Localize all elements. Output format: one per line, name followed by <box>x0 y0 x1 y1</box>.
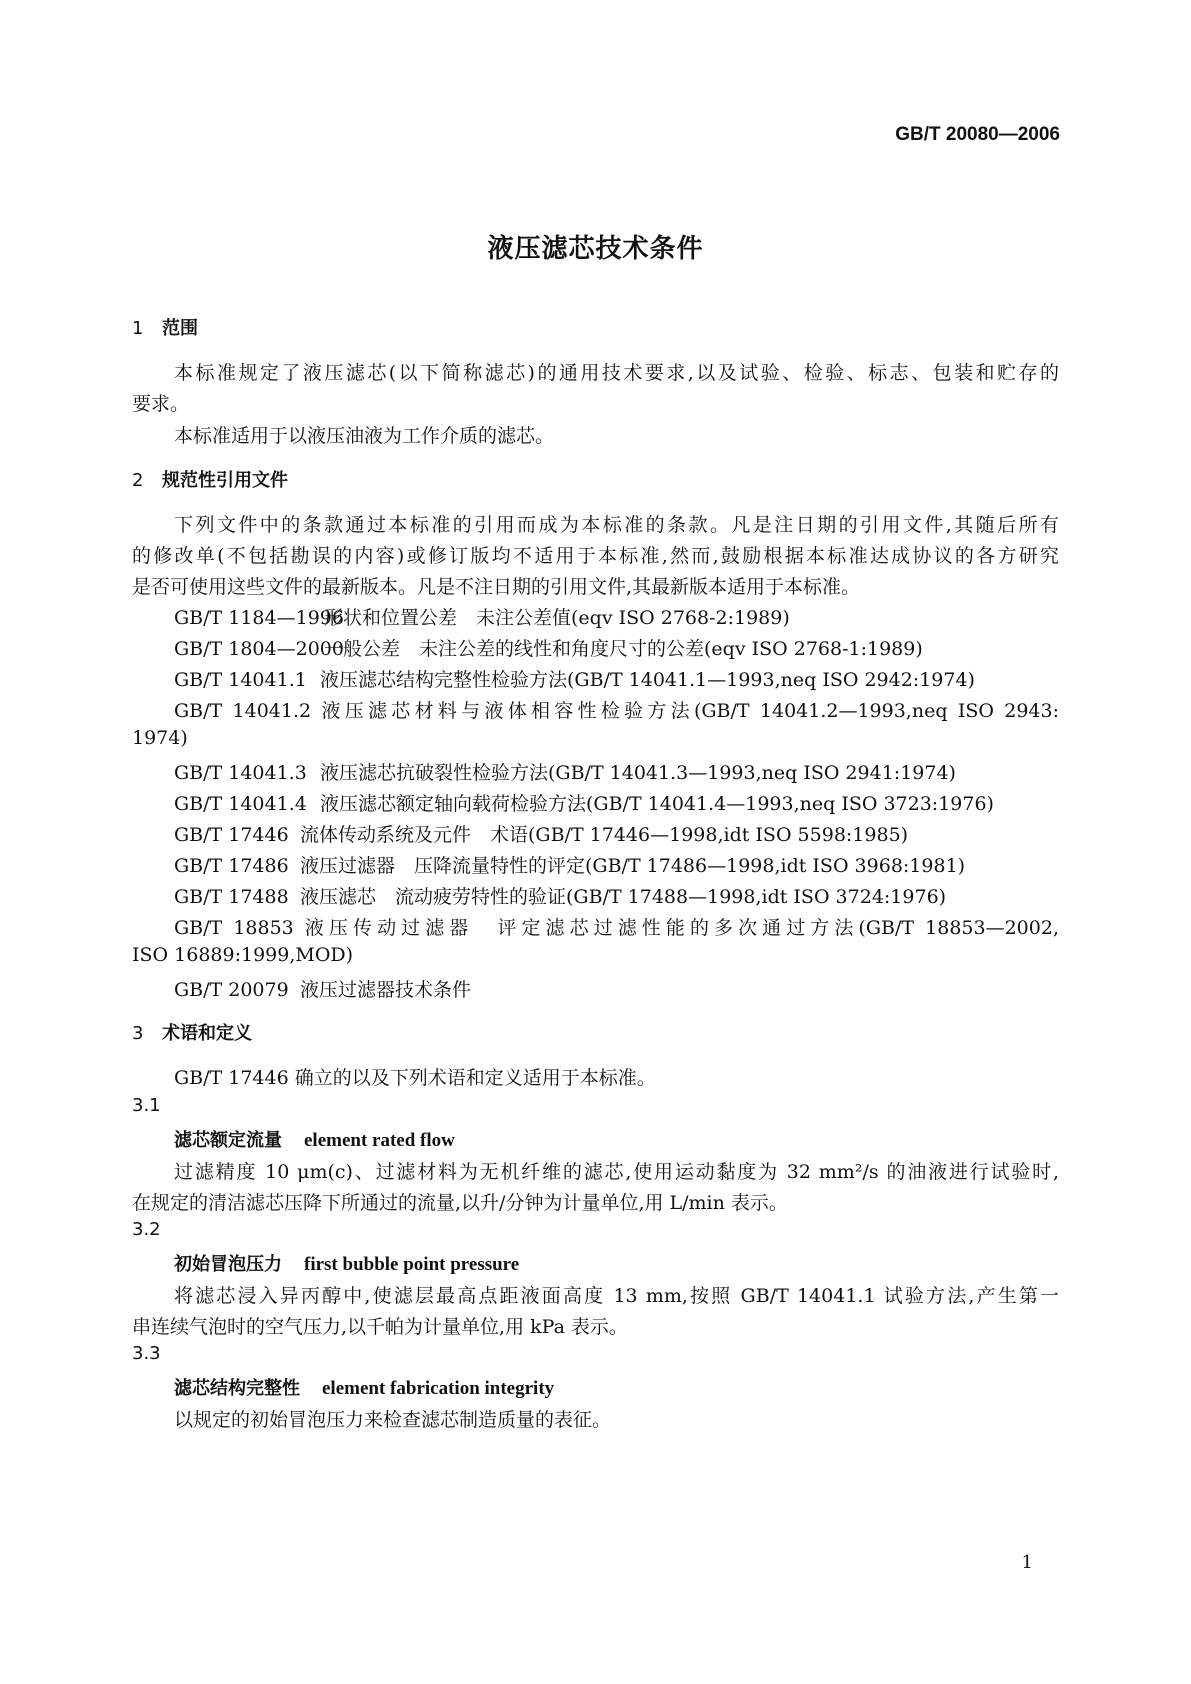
reference-item <box>174 696 1059 723</box>
reference-item <box>174 665 975 692</box>
reference-code: GB/T 17446 <box>174 824 289 846</box>
section-3-heading <box>132 1019 252 1045</box>
term-english: element fabrication integrity <box>322 1378 555 1399</box>
reference-code: GB/T 17488 <box>174 886 289 908</box>
reference-item <box>174 851 965 878</box>
term-chinese: 滤芯额定流量 <box>174 1130 282 1151</box>
reference-item <box>174 758 956 785</box>
reference-text: 流体传动系统及元件 术语(GB/T 17446—1998,idt ISO 5598:1985) <box>300 824 909 846</box>
paragraph-line: 的修改单(不包括勘误的内容)或修订版均不适用于本标准,然而,鼓励根据本标准达成协议的各方研究 <box>132 545 1059 567</box>
paragraph-line: 本标准规定了液压滤芯(以下简称滤芯)的通用技术要求,以及试验、检验、标志、包装和贮存的 <box>174 362 1059 384</box>
reference-item <box>174 820 908 847</box>
reference-continuation: 1974) <box>132 727 188 749</box>
clause-number: 3.3 <box>132 1343 161 1364</box>
section-1-heading <box>132 314 198 340</box>
section-title: 范围 <box>162 318 198 339</box>
reference-code: GB/T 20079 <box>174 979 289 1001</box>
reference-code: GB/T 18853 <box>174 917 294 939</box>
reference-text: 液压滤芯结构完整性检验方法(GB/T 14041.1—1993,neq ISO 2942:1974) <box>320 669 975 691</box>
reference-text: 液压滤芯材料与液体相容性检验方法(GB/T 14041.2—1993,neq ISO 2943: <box>321 700 1059 722</box>
term-heading <box>174 1126 455 1152</box>
reference-item <box>174 975 471 1002</box>
section-title: 术语和定义 <box>162 1023 252 1044</box>
reference-text: 液压滤芯 流动疲劳特性的验证(GB/T 17488—1998,idt ISO 3724:1976) <box>300 886 947 908</box>
reference-text: 形状和位置公差 未注公差值(eqv ISO 2768-2:1989) <box>324 607 790 629</box>
clause-number: 3.1 <box>132 1095 161 1116</box>
clause-number: 3.2 <box>132 1219 161 1240</box>
section-number: 1 <box>132 318 144 339</box>
reference-code: GB/T 17486 <box>174 855 289 877</box>
reference-code: GB/T 1804—2000 <box>174 638 344 660</box>
reference-code: GB/T 1184—1996 <box>174 607 344 629</box>
section-number: 2 <box>132 470 144 491</box>
term-heading <box>174 1374 554 1400</box>
reference-item <box>174 882 946 909</box>
term-chinese: 初始冒泡压力 <box>174 1254 282 1275</box>
reference-text: 液压滤芯额定轴向载荷检验方法(GB/T 14041.4—1993,neq ISO 3723:1976) <box>320 793 994 815</box>
paragraph-line: 下列文件中的条款通过本标准的引用而成为本标准的条款。凡是注日期的引用文件,其随后所有 <box>174 514 1059 536</box>
reference-code: GB/T 14041.3 <box>174 762 307 784</box>
reference-item <box>174 634 923 661</box>
term-chinese: 滤芯结构完整性 <box>174 1378 300 1399</box>
reference-code: GB/T 14041.2 <box>174 700 312 722</box>
reference-continuation: ISO 16889:1999,MOD) <box>132 944 354 966</box>
definition-line: 以规定的初始冒泡压力来检查滤芯制造质量的表征。 <box>174 1409 612 1431</box>
page-number: 1 <box>1021 1552 1033 1573</box>
reference-text: 一般公差 未注公差的线性和角度尺寸的公差(eqv ISO 2768-1:1989) <box>324 638 923 660</box>
reference-item <box>174 789 994 816</box>
term-heading <box>174 1250 519 1276</box>
section-title: 规范性引用文件 <box>162 470 288 491</box>
reference-code: GB/T 14041.4 <box>174 793 307 815</box>
reference-item <box>174 913 1059 940</box>
document-title: 液压滤芯技术条件 <box>487 234 704 264</box>
standard-number: GB/T 20080—2006 <box>895 124 1060 145</box>
definition-line: 串连续气泡时的空气压力,以千帕为计量单位,用 kPa 表示。 <box>132 1316 628 1338</box>
reference-code: GB/T 14041.1 <box>174 669 307 691</box>
term-english: element rated flow <box>304 1130 455 1151</box>
definition-line: 将滤芯浸入异丙醇中,使滤层最高点距液面高度 13 mm,按照 GB/T 14041.1 试验方法,产生第一 <box>174 1285 1059 1307</box>
reference-text: 液压滤芯抗破裂性检验方法(GB/T 14041.3—1993,neq ISO 2941:1974) <box>320 762 956 784</box>
paragraph-line: 是否可使用这些文件的最新版本。凡是不注日期的引用文件,其最新版本适用于本标准。 <box>132 576 861 598</box>
definition-line: 过滤精度 10 μm(c)、过滤材料为无机纤维的滤芯,使用运动黏度为 32 mm²/s 的油液进行试验时, <box>174 1161 1059 1183</box>
reference-text: 液压传动过滤器 评定滤芯过滤性能的多次通过方法(GB/T 18853—2002, <box>304 917 1059 939</box>
reference-item <box>174 603 790 630</box>
definition-line: 在规定的清洁滤芯压降下所通过的流量,以升/分钟为计量单位,用 L/min 表示。 <box>132 1192 788 1214</box>
paragraph-line: 要求。 <box>132 393 190 415</box>
reference-text: 液压过滤器 压降流量特性的评定(GB/T 17486—1998,idt ISO 3968:1981) <box>300 855 966 877</box>
paragraph-line: 本标准适用于以液压油液为工作介质的滤芯。 <box>174 425 555 447</box>
paragraph-line: GB/T 17446 确立的以及下列术语和定义适用于本标准。 <box>174 1067 656 1089</box>
section-2-heading <box>132 466 288 492</box>
section-number: 3 <box>132 1023 144 1044</box>
term-english: first bubble point pressure <box>304 1254 520 1275</box>
reference-text: 液压过滤器技术条件 <box>300 979 472 1001</box>
